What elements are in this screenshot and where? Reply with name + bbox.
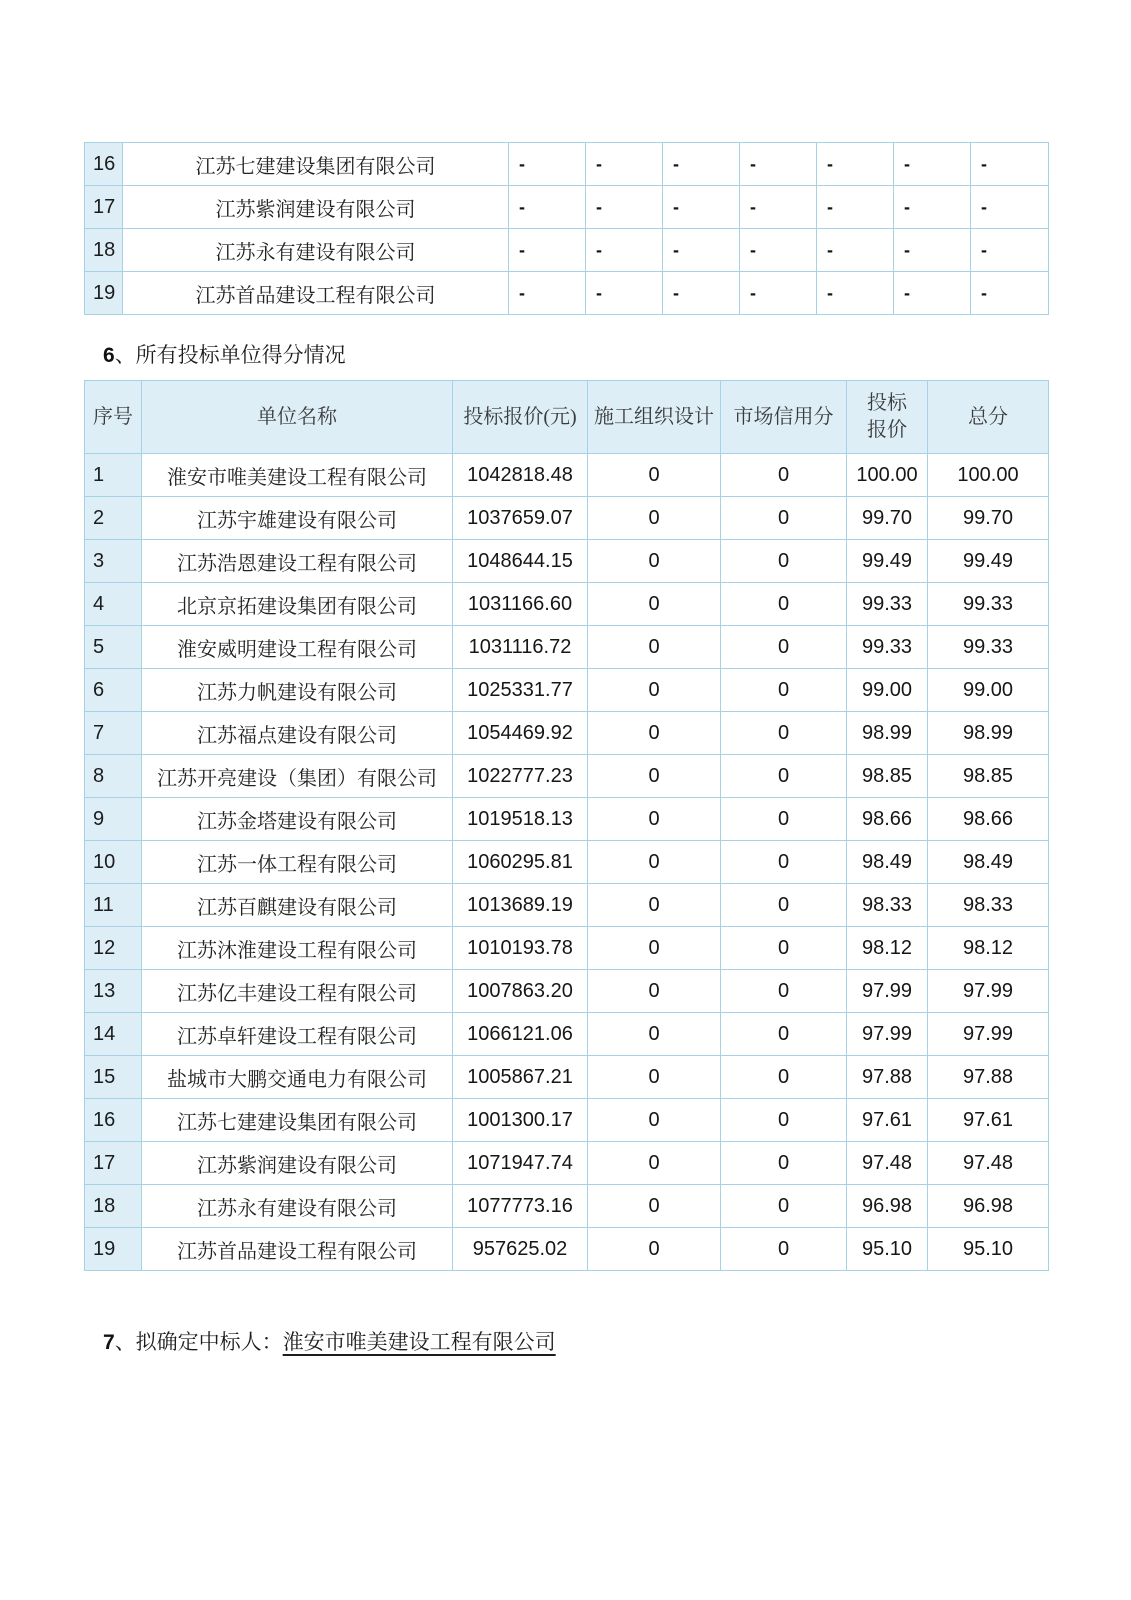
- company-name-cell: 江苏福点建设有限公司: [142, 712, 453, 755]
- column-header: 投标报价(元): [453, 381, 588, 454]
- dash-cell: -: [894, 143, 971, 186]
- score-value-cell: 0: [588, 1013, 721, 1056]
- score-value-cell: 99.33: [847, 583, 928, 626]
- score-value-cell: 0: [721, 884, 847, 927]
- score-value-cell: 0: [588, 1142, 721, 1185]
- score-value-cell: 0: [588, 755, 721, 798]
- company-name-cell: 盐城市大鹏交通电力有限公司: [142, 1056, 453, 1099]
- score-value-cell: 0: [721, 1142, 847, 1185]
- company-name-cell: 江苏开亮建设（集团）有限公司: [142, 755, 453, 798]
- score-value-cell: 0: [588, 497, 721, 540]
- score-value-cell: 0: [588, 798, 721, 841]
- score-value-cell: 98.33: [928, 884, 1049, 927]
- score-value-cell: 0: [721, 626, 847, 669]
- company-name-cell: 江苏沐淮建设工程有限公司: [142, 927, 453, 970]
- score-value-cell: 98.66: [928, 798, 1049, 841]
- score-value-cell: 1019518.13: [453, 798, 588, 841]
- score-value-cell: 0: [588, 583, 721, 626]
- company-name-cell: 江苏卓轩建设工程有限公司: [142, 1013, 453, 1056]
- row-number-cell: 18: [85, 1185, 142, 1228]
- company-name-cell: 淮安威明建设工程有限公司: [142, 626, 453, 669]
- company-name-cell: 江苏力帆建设有限公司: [142, 669, 453, 712]
- score-table-row: [85, 454, 1049, 497]
- row-number-cell: 6: [85, 669, 142, 712]
- score-value-cell: 1048644.15: [453, 540, 588, 583]
- score-value-cell: 98.49: [928, 841, 1049, 884]
- dash-cell: -: [509, 229, 586, 272]
- section-6-heading: [103, 339, 346, 369]
- dash-cell: -: [663, 272, 740, 315]
- row-number-cell: 10: [85, 841, 142, 884]
- score-value-cell: 0: [721, 927, 847, 970]
- company-name-cell: 江苏紫润建设有限公司: [142, 1142, 453, 1185]
- dash-cell: -: [740, 143, 817, 186]
- score-value-cell: 98.66: [847, 798, 928, 841]
- continuation-table: [84, 142, 1049, 315]
- score-value-cell: 99.70: [847, 497, 928, 540]
- score-value-cell: 0: [588, 927, 721, 970]
- score-value-cell: 0: [588, 970, 721, 1013]
- company-name-cell: 江苏金塔建设有限公司: [142, 798, 453, 841]
- dash-cell: -: [586, 186, 663, 229]
- score-value-cell: 97.99: [928, 970, 1049, 1013]
- score-value-cell: 98.85: [847, 755, 928, 798]
- dash-cell: -: [586, 229, 663, 272]
- row-number-cell: 12: [85, 927, 142, 970]
- score-value-cell: 99.49: [847, 540, 928, 583]
- continuation-table-row: [85, 186, 1049, 229]
- row-number-cell: 19: [85, 1228, 142, 1271]
- row-number-cell: 19: [85, 272, 123, 315]
- score-value-cell: 0: [721, 669, 847, 712]
- score-value-cell: 0: [721, 841, 847, 884]
- row-number-cell: 11: [85, 884, 142, 927]
- row-number-cell: 3: [85, 540, 142, 583]
- section-6-number: 6: [103, 344, 115, 367]
- score-value-cell: 99.70: [928, 497, 1049, 540]
- row-number-cell: 16: [85, 1099, 142, 1142]
- score-value-cell: 0: [588, 669, 721, 712]
- score-value-cell: 100.00: [847, 454, 928, 497]
- row-number-cell: 2: [85, 497, 142, 540]
- continuation-table-row: [85, 143, 1049, 186]
- score-value-cell: 96.98: [928, 1185, 1049, 1228]
- score-table-row: [85, 970, 1049, 1013]
- row-number-cell: 13: [85, 970, 142, 1013]
- score-value-cell: 95.10: [928, 1228, 1049, 1271]
- row-number-cell: 7: [85, 712, 142, 755]
- company-name-cell: 江苏百麒建设有限公司: [142, 884, 453, 927]
- score-table-row: [85, 1056, 1049, 1099]
- score-value-cell: 1007863.20: [453, 970, 588, 1013]
- score-table-row: [85, 841, 1049, 884]
- score-table-row: [85, 1013, 1049, 1056]
- score-value-cell: 1060295.81: [453, 841, 588, 884]
- score-value-cell: 98.12: [847, 927, 928, 970]
- dash-cell: -: [586, 143, 663, 186]
- dash-cell: -: [971, 143, 1049, 186]
- score-value-cell: 0: [588, 1056, 721, 1099]
- score-value-cell: 0: [721, 970, 847, 1013]
- score-value-cell: 1077773.16: [453, 1185, 588, 1228]
- dash-cell: -: [817, 272, 894, 315]
- score-value-cell: 1010193.78: [453, 927, 588, 970]
- score-value-cell: 98.99: [847, 712, 928, 755]
- score-value-cell: 1071947.74: [453, 1142, 588, 1185]
- section-6-title: 、所有投标单位得分情况: [114, 343, 346, 367]
- dash-cell: -: [509, 186, 586, 229]
- dash-cell: -: [509, 143, 586, 186]
- row-number-cell: 5: [85, 626, 142, 669]
- score-table-row: [85, 884, 1049, 927]
- score-value-cell: 1037659.07: [453, 497, 588, 540]
- row-number-cell: 1: [85, 454, 142, 497]
- score-value-cell: 98.85: [928, 755, 1049, 798]
- column-header: 总分: [928, 381, 1049, 454]
- score-value-cell: 1042818.48: [453, 454, 588, 497]
- score-value-cell: 99.00: [928, 669, 1049, 712]
- score-table-row: [85, 1099, 1049, 1142]
- dash-cell: -: [509, 272, 586, 315]
- row-number-cell: 15: [85, 1056, 142, 1099]
- continuation-table-row: [85, 229, 1049, 272]
- score-value-cell: 0: [721, 1013, 847, 1056]
- row-number-cell: 4: [85, 583, 142, 626]
- score-value-cell: 95.10: [847, 1228, 928, 1271]
- continuation-table-row: [85, 272, 1049, 315]
- score-value-cell: 99.33: [928, 583, 1049, 626]
- row-number-cell: 17: [85, 1142, 142, 1185]
- score-value-cell: 1031166.60: [453, 583, 588, 626]
- score-value-cell: 99.33: [928, 626, 1049, 669]
- score-value-cell: 97.99: [847, 970, 928, 1013]
- score-value-cell: 96.98: [847, 1185, 928, 1228]
- score-value-cell: 0: [721, 1185, 847, 1228]
- score-value-cell: 99.33: [847, 626, 928, 669]
- dash-cell: -: [817, 229, 894, 272]
- score-value-cell: 1066121.06: [453, 1013, 588, 1056]
- dash-cell: -: [740, 272, 817, 315]
- dash-cell: -: [971, 229, 1049, 272]
- company-name-cell: 江苏紫润建设有限公司: [123, 186, 509, 229]
- score-value-cell: 98.99: [928, 712, 1049, 755]
- score-value-cell: 1022777.23: [453, 755, 588, 798]
- score-value-cell: 0: [721, 755, 847, 798]
- score-value-cell: 97.48: [847, 1142, 928, 1185]
- company-name-cell: 江苏永有建设有限公司: [142, 1185, 453, 1228]
- score-value-cell: 0: [721, 1228, 847, 1271]
- company-name-cell: 江苏浩恩建设工程有限公司: [142, 540, 453, 583]
- row-number-cell: 9: [85, 798, 142, 841]
- company-name-cell: 江苏七建建设集团有限公司: [123, 143, 509, 186]
- score-value-cell: 98.33: [847, 884, 928, 927]
- score-value-cell: 0: [721, 540, 847, 583]
- company-name-cell: 江苏宇雄建设有限公司: [142, 497, 453, 540]
- score-table-row: [85, 1228, 1049, 1271]
- score-value-cell: 0: [588, 454, 721, 497]
- company-name-cell: 江苏永有建设有限公司: [123, 229, 509, 272]
- row-number-cell: 18: [85, 229, 123, 272]
- section-7-label: 、拟确定中标人：: [114, 1330, 283, 1354]
- dash-cell: -: [663, 186, 740, 229]
- score-value-cell: 97.48: [928, 1142, 1049, 1185]
- score-value-cell: 1013689.19: [453, 884, 588, 927]
- score-table-row: [85, 626, 1049, 669]
- score-value-cell: 0: [721, 712, 847, 755]
- score-value-cell: 97.99: [928, 1013, 1049, 1056]
- score-value-cell: 97.99: [847, 1013, 928, 1056]
- score-value-cell: 97.61: [847, 1099, 928, 1142]
- score-value-cell: 0: [588, 626, 721, 669]
- score-value-cell: 98.49: [847, 841, 928, 884]
- score-value-cell: 97.61: [928, 1099, 1049, 1142]
- score-table-row: [85, 583, 1049, 626]
- company-name-cell: 江苏亿丰建设工程有限公司: [142, 970, 453, 1013]
- company-name-cell: 江苏七建建设集团有限公司: [142, 1099, 453, 1142]
- score-value-cell: 0: [721, 1056, 847, 1099]
- score-value-cell: 99.49: [928, 540, 1049, 583]
- score-value-cell: 99.00: [847, 669, 928, 712]
- score-table-row: [85, 1185, 1049, 1228]
- dash-cell: -: [663, 229, 740, 272]
- score-value-cell: 97.88: [928, 1056, 1049, 1099]
- dash-cell: -: [894, 229, 971, 272]
- row-number-cell: 17: [85, 186, 123, 229]
- column-header: 投标报价: [847, 381, 928, 454]
- score-value-cell: 1031116.72: [453, 626, 588, 669]
- score-value-cell: 98.12: [928, 927, 1049, 970]
- dash-cell: -: [894, 186, 971, 229]
- score-value-cell: 0: [721, 798, 847, 841]
- score-value-cell: 0: [588, 884, 721, 927]
- row-number-cell: 14: [85, 1013, 142, 1056]
- score-value-cell: 1054469.92: [453, 712, 588, 755]
- score-table-row: [85, 669, 1049, 712]
- column-header: 单位名称: [142, 381, 453, 454]
- dash-cell: -: [586, 272, 663, 315]
- score-value-cell: 1005867.21: [453, 1056, 588, 1099]
- score-value-cell: 1001300.17: [453, 1099, 588, 1142]
- score-value-cell: 0: [588, 712, 721, 755]
- company-name-cell: 江苏一体工程有限公司: [142, 841, 453, 884]
- score-value-cell: 957625.02: [453, 1228, 588, 1271]
- company-name-cell: 江苏首品建设工程有限公司: [142, 1228, 453, 1271]
- column-header: 施工组织设计: [588, 381, 721, 454]
- score-table-row: [85, 497, 1049, 540]
- row-number-cell: 8: [85, 755, 142, 798]
- row-number-cell: 16: [85, 143, 123, 186]
- score-value-cell: 0: [721, 454, 847, 497]
- score-table-row: [85, 755, 1049, 798]
- score-value-cell: 97.88: [847, 1056, 928, 1099]
- company-name-cell: 北京京拓建设集团有限公司: [142, 583, 453, 626]
- company-name-cell: 江苏首品建设工程有限公司: [123, 272, 509, 315]
- dash-cell: -: [740, 229, 817, 272]
- score-value-cell: 0: [588, 841, 721, 884]
- section-7-heading: [103, 1326, 556, 1356]
- section-7-number: 7: [103, 1331, 115, 1354]
- score-value-cell: 100.00: [928, 454, 1049, 497]
- score-value-cell: 1025331.77: [453, 669, 588, 712]
- column-header: 市场信用分: [721, 381, 847, 454]
- winner-name: 淮安市唯美建设工程有限公司: [282, 1330, 556, 1354]
- score-value-cell: 0: [588, 540, 721, 583]
- score-value-cell: 0: [588, 1185, 721, 1228]
- dash-cell: -: [817, 143, 894, 186]
- score-value-cell: 0: [588, 1099, 721, 1142]
- score-value-cell: 0: [721, 1099, 847, 1142]
- score-value-cell: 0: [721, 583, 847, 626]
- column-header: 序号: [85, 381, 142, 454]
- dash-cell: -: [894, 272, 971, 315]
- dash-cell: -: [817, 186, 894, 229]
- company-name-cell: 淮安市唯美建设工程有限公司: [142, 454, 453, 497]
- score-table-header-row: [85, 381, 1049, 454]
- score-table-row: [85, 712, 1049, 755]
- dash-cell: -: [971, 186, 1049, 229]
- score-table-row: [85, 540, 1049, 583]
- score-table-row: [85, 927, 1049, 970]
- score-value-cell: 0: [721, 497, 847, 540]
- score-table-row: [85, 798, 1049, 841]
- dash-cell: -: [971, 272, 1049, 315]
- score-table-row: [85, 1142, 1049, 1185]
- score-value-cell: 0: [588, 1228, 721, 1271]
- score-table: [84, 380, 1049, 1271]
- dash-cell: -: [663, 143, 740, 186]
- dash-cell: -: [740, 186, 817, 229]
